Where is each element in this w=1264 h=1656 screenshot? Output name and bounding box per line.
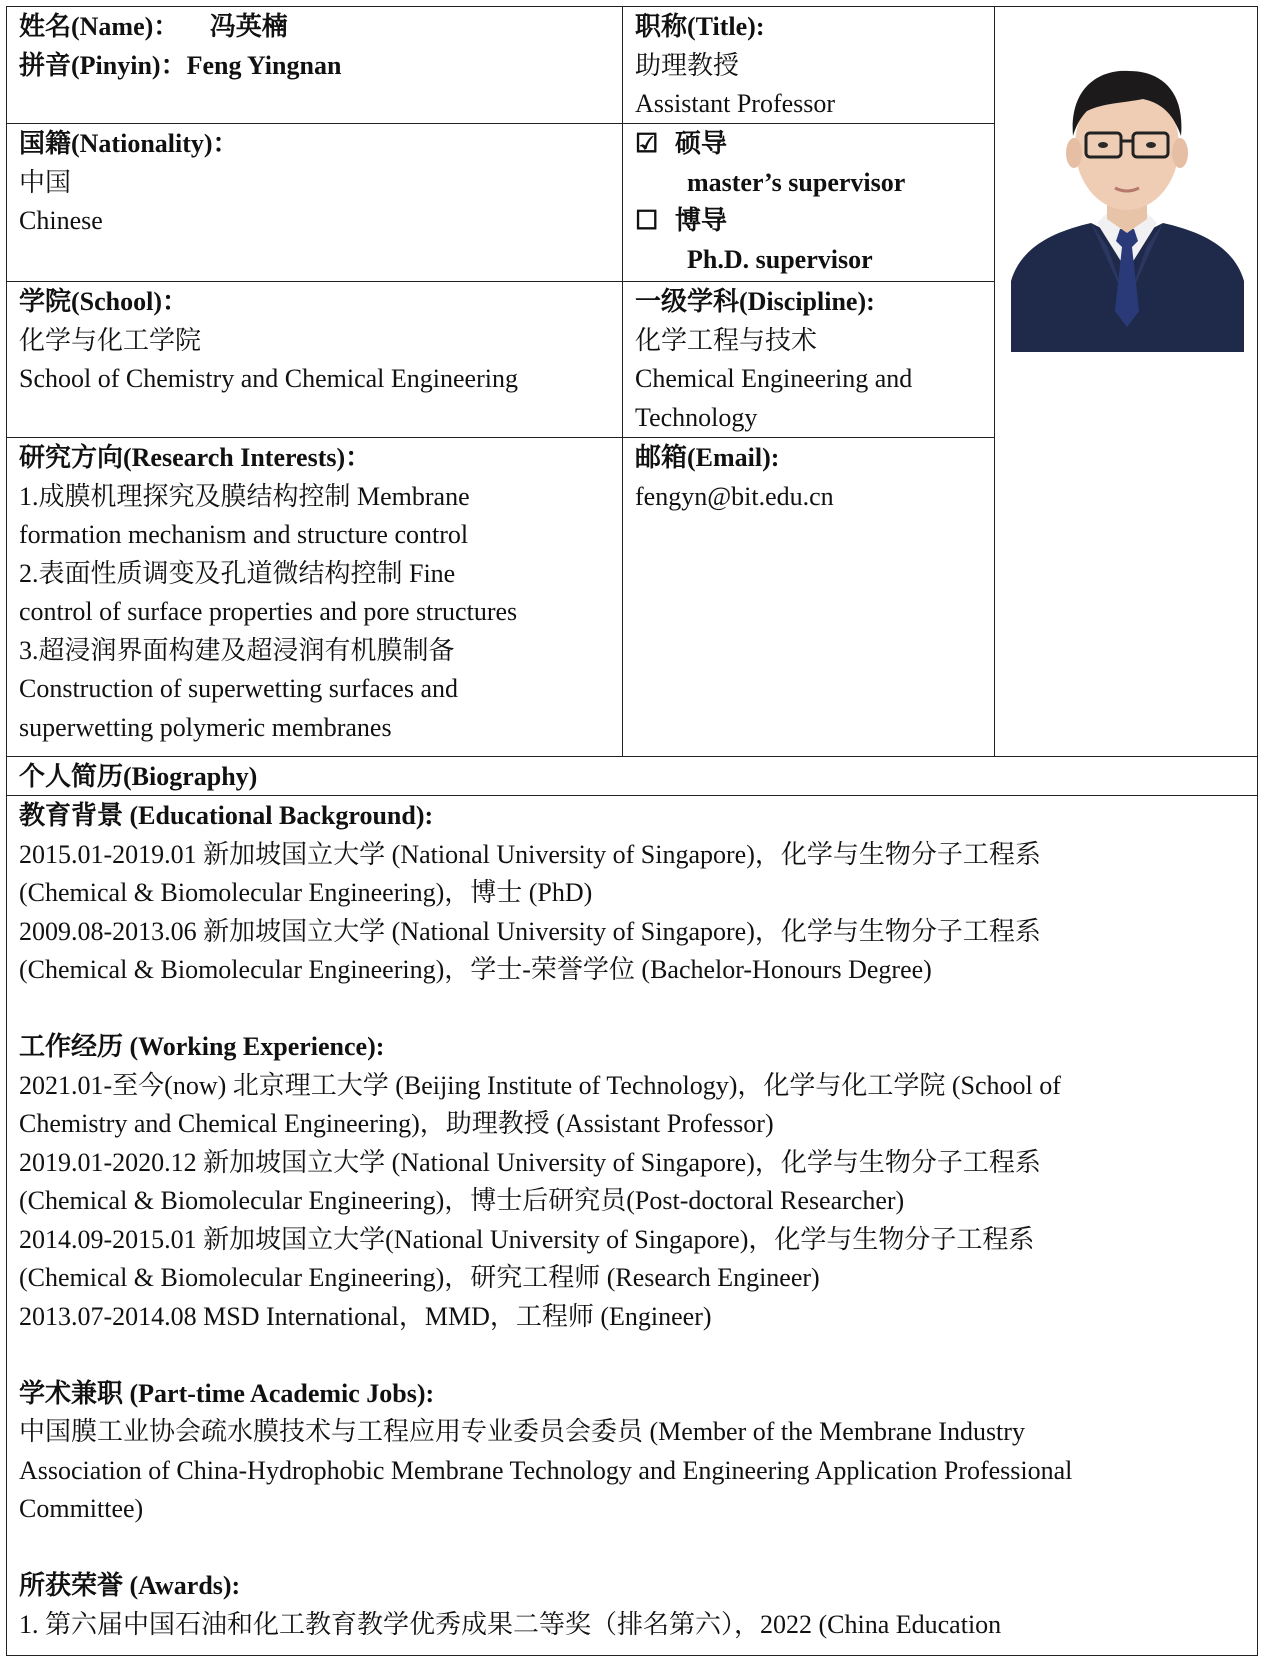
research-cell — [6, 437, 622, 756]
work-heading: 工作经历 (Working Experience): — [19, 1032, 385, 1061]
education-line: (Chemical & Biomolecular Engineering)，博士 (PhD) — [19, 878, 593, 907]
parttime-heading: 学术兼职 (Part-time Academic Jobs): — [19, 1378, 435, 1408]
discipline-en-line1: Chemical Engineering and — [635, 364, 913, 393]
master-label-en: master’s supervisor — [687, 167, 906, 197]
education-line: 2009.08-2013.06 新加坡国立大学 (National University of Singapore)，化学与生物分子工程系 — [19, 916, 1041, 946]
discipline-en-line2: Technology — [635, 402, 758, 432]
pinyin-label: 拼音(Pinyin)： — [19, 50, 187, 80]
email-label: 邮箱(Email): — [635, 443, 780, 472]
research-label: 研究方向(Research Interests)： — [19, 443, 372, 472]
research-line: 1.成膜机理探究及膜结构控制 Membrane — [19, 481, 470, 511]
title-zh: 助理教授 — [635, 50, 740, 80]
pinyin-value: Feng Yingnan — [186, 50, 342, 80]
awards-line: 1. 第六届中国石油和化工教育教学优秀成果二等奖（排名第六），2022 (China Education — [19, 1609, 1002, 1639]
parttime-line: Association of China-Hydrophobic Membrane Technology and Engineering Application Professional — [19, 1455, 1073, 1485]
work-line: 2014.09-2015.01 新加坡国立大学(National University of Singapore)，化学与生物分子工程系 — [19, 1224, 1035, 1254]
nationality-zh: 中国 — [19, 167, 72, 197]
discipline-label: 一级学科(Discipline): — [635, 287, 875, 316]
title-cell — [622, 6, 994, 123]
master-checkbox: ☑ — [635, 129, 659, 158]
education-line: (Chemical & Biomolecular Engineering)，学士-荣誉学位 (Bachelor-Honours Degree) — [19, 955, 932, 984]
nationality-en: Chinese — [19, 206, 103, 235]
school-zh: 化学与化工学院 — [19, 325, 202, 355]
spacer — [19, 1529, 1246, 1568]
phd-label-en: Ph.D. supervisor — [687, 244, 873, 274]
email-value: fengyn@bit.edu.cn — [635, 481, 834, 511]
discipline-zh: 化学工程与技术 — [635, 325, 818, 355]
discipline-cell — [622, 281, 994, 437]
parttime-line: 中国膜工业协会疏水膜技术与工程应用专业委员会委员 (Member of the Membrane Industry — [19, 1417, 1025, 1446]
phd-label-zh: 博导 — [675, 206, 728, 235]
research-line: superwetting polymeric membranes — [19, 712, 392, 742]
education-line: 2015.01-2019.01 新加坡国立大学 (National University of Singapore)，化学与生物分子工程系 — [19, 839, 1041, 869]
email-cell — [622, 437, 994, 756]
name-label: 姓名(Name)： — [19, 12, 180, 41]
biography-header — [6, 756, 1258, 795]
name-value: 冯英楠 — [209, 12, 288, 41]
master-label-zh: 硕导 — [675, 129, 728, 158]
school-label: 学院(School)： — [19, 287, 189, 316]
work-line: (Chemical & Biomolecular Engineering)，研究工程师 (Research Engineer) — [19, 1263, 820, 1292]
work-line: 2013.07-2014.08 MSD International，MMD，工程师 (Engineer) — [19, 1301, 712, 1331]
research-line: formation mechanism and structure control — [19, 520, 469, 549]
phd-checkbox: ☐ — [635, 206, 659, 235]
research-line: Construction of superwetting surfaces and — [19, 674, 459, 703]
work-line: (Chemical & Biomolecular Engineering)，博士后研究员(Post-doctoral Researcher) — [19, 1186, 905, 1215]
parttime-line: Committee) — [19, 1494, 144, 1523]
awards-heading: 所获荣誉 (Awards): — [19, 1571, 241, 1600]
biography-title: 个人简历(Biography) — [19, 762, 258, 791]
nationality-label: 国籍(Nationality)： — [19, 129, 239, 158]
name-cell — [6, 6, 622, 123]
research-line: control of surface properties and pore structures — [19, 597, 518, 626]
supervisor-cell — [622, 123, 994, 281]
spacer — [19, 1336, 1246, 1375]
nationality-cell — [6, 123, 622, 281]
education-heading: 教育背景 (Educational Background): — [19, 801, 434, 830]
spacer — [19, 990, 1246, 1029]
title-label: 职称(Title): — [635, 12, 765, 41]
divider — [994, 6, 995, 756]
biography-body — [6, 795, 1258, 1656]
school-en: School of Chemistry and Chemical Engineering — [19, 364, 518, 393]
research-line: 2.表面性质调变及孔道微结构控制 Fine — [19, 558, 456, 588]
profile-photo — [1011, 41, 1244, 352]
work-line: 2021.01-至今(now) 北京理工大学 (Beijing Institute of Technology)，化学与化工学院 (School of — [19, 1070, 1061, 1100]
work-line: Chemistry and Chemical Engineering)，助理教授 (Assistant Professor) — [19, 1109, 774, 1138]
profile-document — [6, 6, 1258, 1656]
research-line: 3.超浸润界面构建及超浸润有机膜制备 — [19, 635, 455, 665]
school-cell — [6, 281, 622, 437]
work-line: 2019.01-2020.12 新加坡国立大学 (National University of Singapore)，化学与生物分子工程系 — [19, 1147, 1041, 1177]
title-en: Assistant Professor — [635, 89, 836, 118]
